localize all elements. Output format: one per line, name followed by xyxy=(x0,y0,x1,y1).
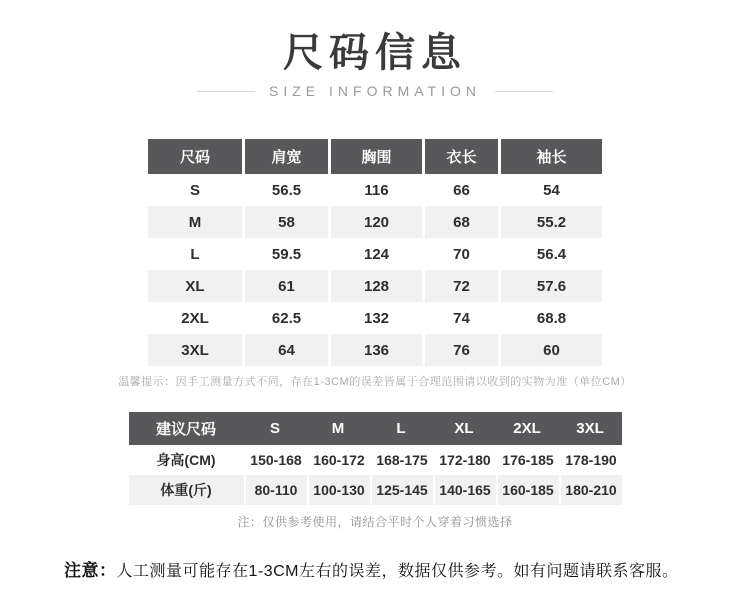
column-header: L xyxy=(370,412,433,445)
value-cell: 140-165 xyxy=(433,475,496,505)
row-label-cell: 3XL xyxy=(181,341,209,359)
footer-warning xyxy=(64,556,750,581)
table-row xyxy=(148,238,602,270)
value-cell: 74 xyxy=(422,302,498,334)
column-header: S xyxy=(244,412,307,445)
value-cell: 64 xyxy=(242,334,328,366)
value-cell: 80-110 xyxy=(244,475,307,505)
page-subtitle: SIZE INFORMATION xyxy=(269,83,481,99)
warning-text: 人工测量可能存在1-3CM左右的误差，数据仅供参考。如有问题请联系客服。 xyxy=(116,563,679,580)
value-cell: 168-175 xyxy=(370,445,433,475)
row-label-cell: 2XL xyxy=(181,309,209,327)
subtitle-divider-left xyxy=(197,91,255,92)
column-header: 建议尺码 xyxy=(129,412,244,445)
value-cell: 100-130 xyxy=(307,475,370,505)
size-measurement-table xyxy=(148,139,602,366)
reference-note: 注：仅供参考使用，请结合平时个人穿着习惯选择 xyxy=(237,515,513,529)
value-cell: 54 xyxy=(498,174,602,206)
value-cell: 66 xyxy=(422,174,498,206)
title-block xyxy=(0,0,750,99)
value-cell: 68.8 xyxy=(498,302,602,334)
value-cell: 116 xyxy=(328,174,422,206)
subtitle-divider-right xyxy=(495,91,553,92)
value-cell: 72 xyxy=(422,270,498,302)
value-cell: 58 xyxy=(242,206,328,238)
value-cell: 120 xyxy=(328,206,422,238)
value-cell: 136 xyxy=(328,334,422,366)
value-cell: 62.5 xyxy=(242,302,328,334)
suggested-size-table xyxy=(129,412,622,505)
value-cell: 125-145 xyxy=(370,475,433,505)
row-label-cell: S xyxy=(189,181,200,199)
value-cell: 172-180 xyxy=(433,445,496,475)
table-row xyxy=(129,445,622,475)
column-header: 袖长 xyxy=(498,139,602,174)
value-cell: 178-190 xyxy=(559,445,622,475)
table-row xyxy=(148,334,602,366)
value-cell: 180-210 xyxy=(559,475,622,505)
warning-label: 注意： xyxy=(64,561,117,580)
row-label-cell: 体重(斤) xyxy=(160,482,212,498)
table-header-row xyxy=(148,139,602,174)
column-header: XL xyxy=(433,412,496,445)
value-cell: 70 xyxy=(422,238,498,270)
column-header: 衣长 xyxy=(422,139,498,174)
value-cell: 132 xyxy=(328,302,422,334)
row-label-cell: XL xyxy=(185,277,205,295)
value-cell: 55.2 xyxy=(498,206,602,238)
column-header: 2XL xyxy=(496,412,559,445)
value-cell: 160-172 xyxy=(307,445,370,475)
value-cell: 56.4 xyxy=(498,238,602,270)
value-cell: 128 xyxy=(328,270,422,302)
value-cell: 124 xyxy=(328,238,422,270)
column-header: 尺码 xyxy=(148,139,242,174)
column-header: 胸围 xyxy=(328,139,422,174)
table-row xyxy=(148,174,602,206)
column-header: M xyxy=(307,412,370,445)
column-header: 3XL xyxy=(559,412,622,445)
value-cell: 68 xyxy=(422,206,498,238)
table-row xyxy=(148,206,602,238)
measurement-tip-note: 温馨提示：因手工测量方式不同，存在1-3CM的误差皆属于合理范围请以收到的实物为准（单位CM） xyxy=(118,376,632,388)
subtitle-row xyxy=(0,83,750,99)
value-cell: 59.5 xyxy=(242,238,328,270)
table-row xyxy=(148,270,602,302)
value-cell: 60 xyxy=(498,334,602,366)
value-cell: 76 xyxy=(422,334,498,366)
table-header-row xyxy=(129,412,622,445)
row-label-cell: M xyxy=(188,213,202,231)
page-title: 尺码信息 xyxy=(283,31,467,75)
value-cell: 150-168 xyxy=(244,445,307,475)
value-cell: 56.5 xyxy=(242,174,328,206)
table-row xyxy=(129,475,622,505)
value-cell: 160-185 xyxy=(496,475,559,505)
value-cell: 176-185 xyxy=(496,445,559,475)
row-label-cell: 身高(CM) xyxy=(156,452,216,468)
value-cell: 57.6 xyxy=(498,270,602,302)
row-label-cell: L xyxy=(190,245,200,263)
table-row xyxy=(148,302,602,334)
column-header: 肩宽 xyxy=(242,139,328,174)
value-cell: 61 xyxy=(242,270,328,302)
